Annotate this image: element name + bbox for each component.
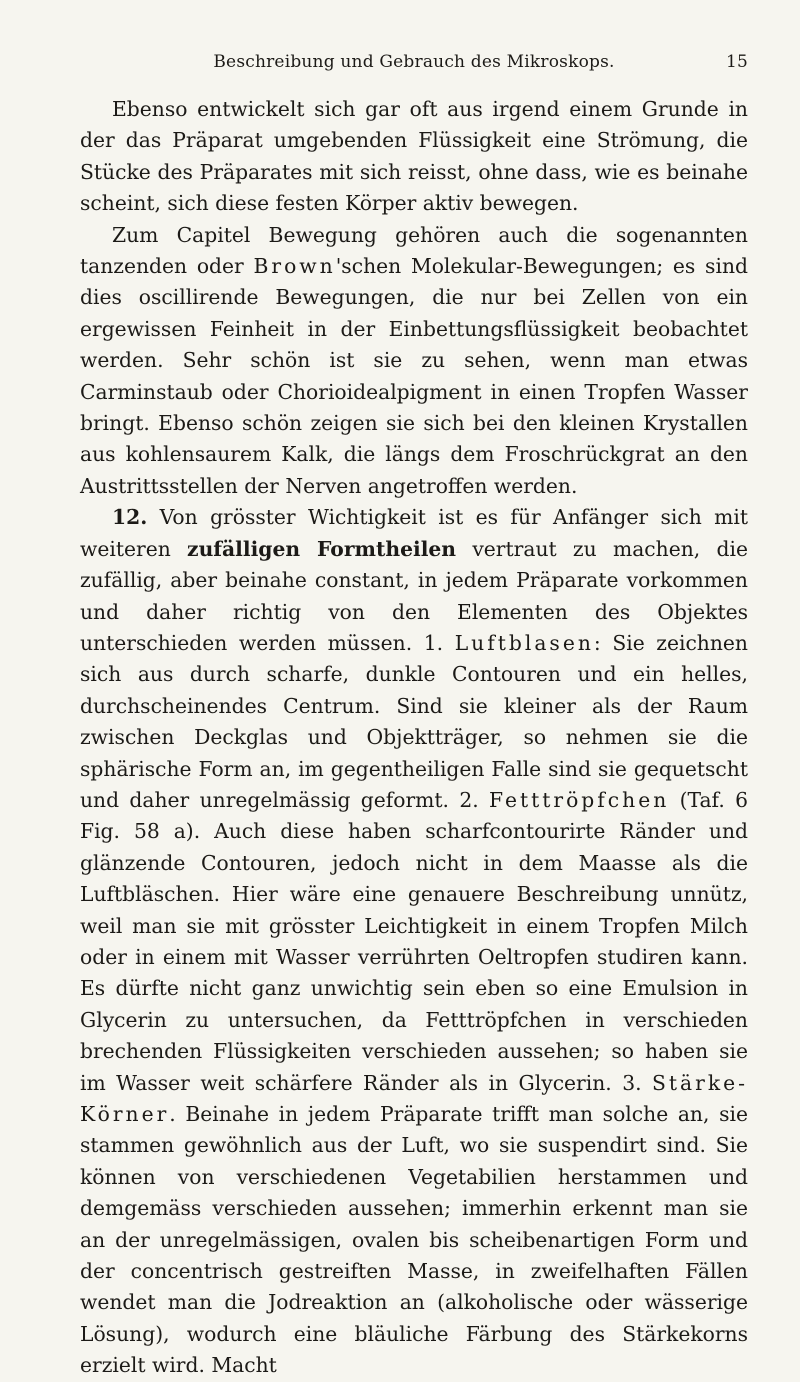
spaced-term-luftblasen: Luftblasen: [454, 630, 594, 655]
paragraph-text: . Beinahe in jedem Präparate trifft man solche an, sie stammen gewöhnlich aus der Luft, wo sie suspendirt sind. Sie können von verschiedenen Vegetabilien herstammen und demgemäss verschieden aussehen; immerhin erkennt man sie an der unregelmässigen, ovalen bis scheibenartigen Form und der concentrisch gestreiften Masse, in zweifelhaften Fällen wendet man die Jodreaktion an (alkoholische oder wässerige Lösung), wodurch eine bläuliche Färbung des Stärkekorns erzielt wird. Macht: [80, 1102, 748, 1378]
paragraph-text: : Sie zeichnen sich aus durch scharfe, dunkle Contouren und ein helles, durchscheinendes Centrum. Sind sie kleiner als der Raum zwischen Deckglas und Objektträger, so nehmen sie die sphärische Form an, im gegentheiligen Falle sind sie gequetscht und daher unregelmässig geformt. 2.: [80, 630, 748, 812]
spaced-term-staerke-koerner: Stärke-Körner: [80, 1070, 748, 1126]
paragraph-section-12: [80, 502, 748, 1381]
paragraph-text: Ebenso entwickelt sich gar oft aus irgend einem Grunde in der das Präparat umgebenden Flüssigkeit eine Strömung, die Stücke des Präparates mit sich reisst, ohne dass, wie es beinahe scheint, sich diese festen Körper aktiv bewegen.: [80, 97, 748, 216]
paragraph-text: Von grösster Wichtigkeit ist es für Anfänger sich mit weiteren: [80, 505, 748, 561]
page-header: [80, 52, 748, 82]
paragraph-text: (Taf. 6 Fig. 58 a). Auch diese haben scharfcontourirte Ränder und glänzende Contouren, jedoch nicht in dem Maasse als die Luftbläschen. Hier wäre eine genauere Beschreibung unnütz, weil man sie mit grösster Leichtigkeit in einem Tropfen Milch oder in einem mit Wasser verrührten Oeltropfen studiren kann. Es dürfte nicht ganz unwichtig sein eben so eine Emulsion in Glycerin zu untersuchen, da Fetttröpfchen in verschieden brechenden Flüssigkeiten verschieden aussehen; so haben sie im Wasser weit schärfere Ränder als in Glycerin. 3.: [80, 787, 748, 1095]
page-number: 15: [725, 52, 748, 72]
paragraph-text: vertraut zu machen, die zufällig, aber beinahe constant, in jedem Präparate vorkommen und daher richtig von den Elementen des Objektes unterschieden werden müssen. 1.: [80, 536, 748, 655]
spaced-name-brown: Brown: [253, 254, 336, 279]
paragraph-movement: [80, 94, 748, 220]
paragraph-text: Zum Capitel Bewegung gehören auch die sogenannten tanzenden oder: [80, 222, 748, 279]
paragraph-brownian-motion: [80, 220, 748, 503]
spaced-term-fetttroepfchen: Fetttröpfchen: [488, 787, 670, 812]
paragraph-text: 'schen Molekular-Bewegungen; es sind dies oscillirende Bewegungen, die nur bei Zellen von ein ergewissen Feinheit in der Einbettungsflüssigkeit beobachtet werden. Sehr schön ist sie zu sehen, wenn man etwas Carminstaub oder Chorioidealpigment in einen Tropfen Wasser bringt. Ebenso schön zeigen sie sich bei den kleinen Krystallen aus kohlensaurem Kalk, die längs dem Froschrückgrat an den Austrittsstellen der Nerven angetroffen werden.: [80, 254, 749, 498]
page-body: [80, 94, 748, 1382]
running-title: Beschreibung und Gebrauch des Mikroskops.: [213, 52, 615, 72]
section-number: 12.: [112, 505, 148, 530]
bold-term: zufälligen Formtheilen: [187, 536, 457, 561]
